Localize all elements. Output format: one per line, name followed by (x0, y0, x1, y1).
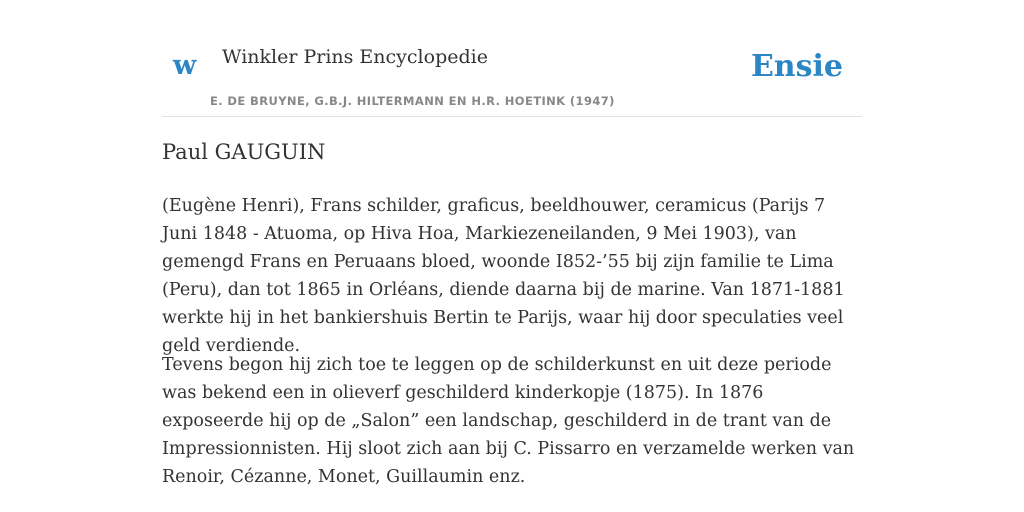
brand-logo[interactable]: Ensie (750, 49, 843, 84)
site-logo[interactable]: w (173, 50, 197, 81)
page-header (162, 0, 862, 117)
site-title[interactable]: Winkler Prins Encyclopedie (222, 46, 488, 68)
authors-subtitle: E. DE BRUYNE, G.B.J. HILTERMANN EN H.R. HOETINK (1947) (210, 94, 615, 108)
article-paragraph-1: (Eugène Henri), Frans schilder, graficus, beeldhouwer, ceramicus (Parijs 7 Juni 1848 - Atuoma, op Hiva Hoa, Markiezeneilanden, 9 Mei 1903), van gemengd Frans en Peruaans bloed, woonde I852-’55 bij zijn familie te Lima (Peru), dan tot 1865 in Orléans, diende daarna bij de marine. Van 1871-1881 werkte hij in het bankiershuis Bertin te Parijs, waar hij door speculaties veel geld verdiende. (162, 196, 845, 356)
article-paragraph-2: Tevens begon hij zich toe te leggen op de schilderkunst en uit deze periode was bekend een in olieverf geschilderd kinderkopje (1875). In 1876 exposeerde hij op de „Salon” een landschap, geschilderd in de trant van de Impressionnisten. Hij sloot zich aan bij C. Pissarro en verzamelde werken van Renoir, Cézanne, Monet, Guillaumin enz. (162, 355, 855, 487)
article-title: Paul GAUGUIN (162, 140, 326, 164)
